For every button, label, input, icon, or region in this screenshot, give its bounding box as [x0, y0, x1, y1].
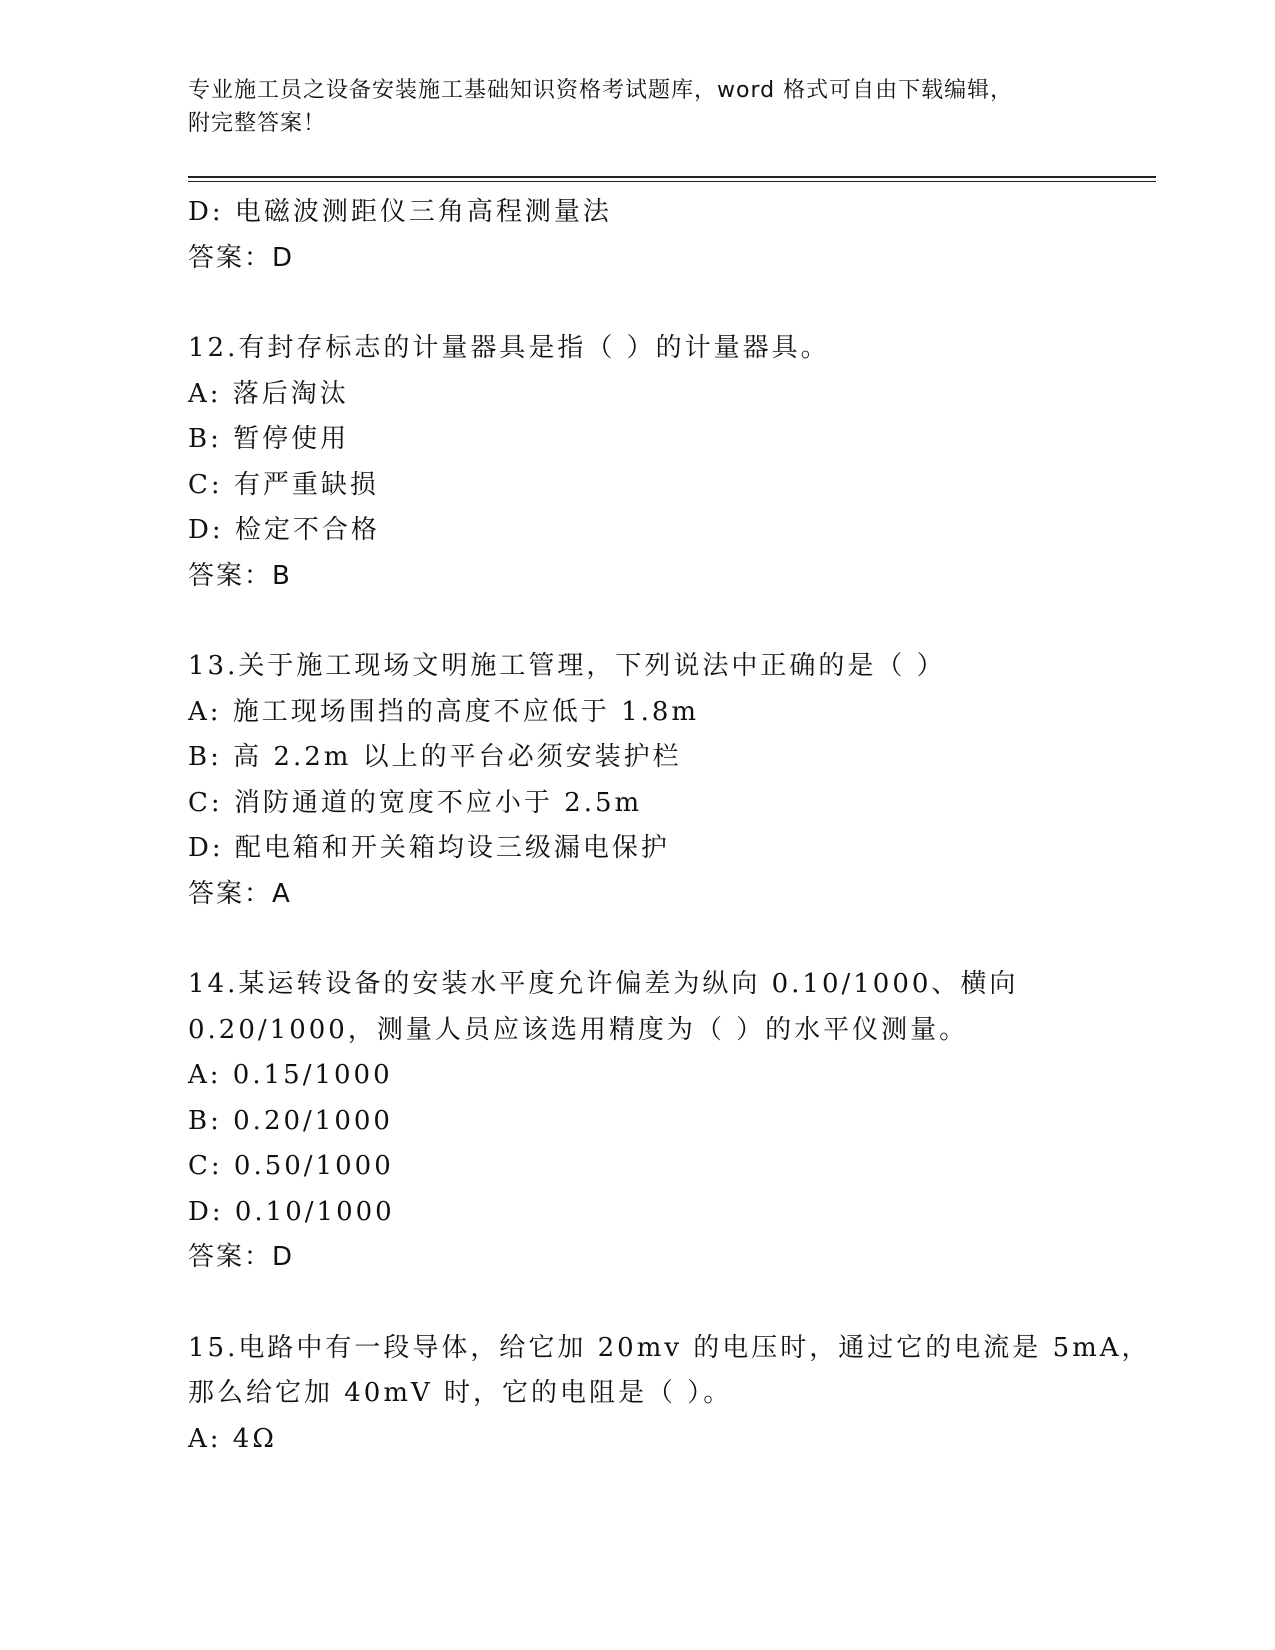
option-c: C: 0.50/1000	[188, 1151, 394, 1181]
option-d: D: 0.10/1000	[188, 1196, 395, 1227]
answer: 答案：D	[188, 242, 295, 273]
spacer	[188, 1281, 1148, 1326]
question-13	[188, 644, 1148, 917]
question-stem-line-2: 那么给它加 40mV 时，它的电阻是（ ）。	[188, 1378, 733, 1408]
header-line-2: 附完整答案！	[188, 111, 327, 136]
answer: 答案：B	[188, 560, 292, 591]
option-b: B: 0.20/1000	[188, 1105, 393, 1136]
header-line-1: 专业施工员之设备安装施工基础知识资格考试题库，word 格式可自由下载编辑，	[188, 78, 1014, 103]
answer: 答案：A	[188, 878, 292, 909]
option-a: A: 施工现场围挡的高度不应低于 1.8m	[188, 696, 700, 727]
header-divider-thick	[188, 176, 1156, 178]
question-stem-line-1: 15.电路中有一段导体，给它加 20mv 的电压时，通过它的电流是 5mA，	[188, 1332, 1151, 1363]
question-stem-line-2: 0.20/1000，测量人员应该选用精度为（ ）的水平仪测量。	[188, 1014, 969, 1045]
question-15	[188, 1326, 1151, 1463]
spacer	[188, 281, 1148, 326]
option-a: A: 4Ω	[188, 1423, 277, 1454]
option-d: D: 检定不合格	[188, 515, 380, 545]
spacer	[188, 917, 1148, 962]
spacer	[188, 599, 1148, 644]
option-d: D: 配电箱和开关箱均设三级漏电保护	[188, 833, 670, 863]
question-11-tail	[188, 190, 1148, 281]
question-12	[188, 326, 1148, 599]
header-divider-thin	[188, 181, 1156, 182]
question-14	[188, 962, 1148, 1281]
option-d: D: 电磁波测距仪三角高程测量法	[188, 197, 612, 227]
option-b: B: 暂停使用	[188, 424, 350, 454]
question-stem-line-1: 14.某运转设备的安装水平度允许偏差为纵向 0.10/1000、横向	[188, 969, 1019, 999]
option-c: C: 有严重缺损	[188, 469, 379, 500]
document-header	[188, 74, 1088, 140]
option-a: A: 0.15/1000	[188, 1060, 393, 1090]
question-stem: 12.有封存标志的计量器具是指（ ）的计量器具。	[188, 333, 830, 363]
question-stem: 13.关于施工现场文明施工管理，下列说法中正确的是（ ）	[188, 651, 946, 681]
answer: 答案：D	[188, 1242, 295, 1272]
option-a: A: 落后淘汰	[188, 378, 349, 409]
question-list	[188, 190, 1151, 1462]
option-b: B: 高 2.2m 以上的平台必须安装护栏	[188, 742, 682, 772]
option-c: C: 消防通道的宽度不应小于 2.5m	[188, 787, 643, 818]
